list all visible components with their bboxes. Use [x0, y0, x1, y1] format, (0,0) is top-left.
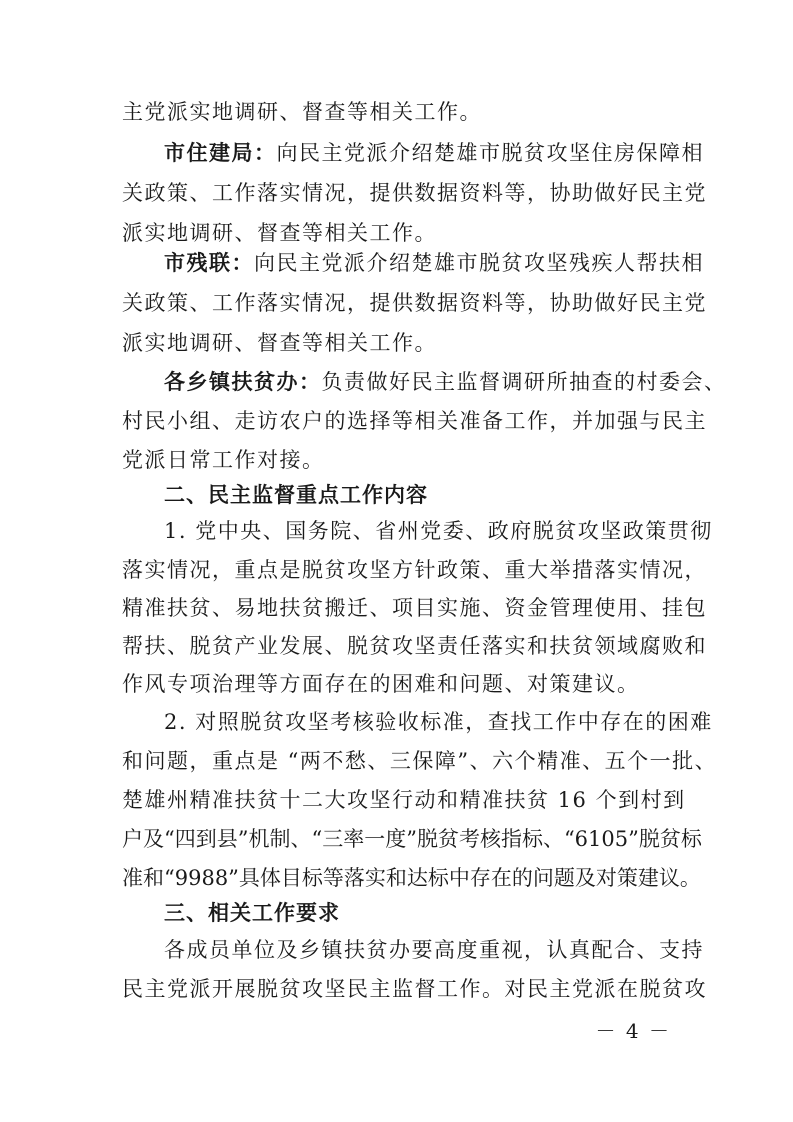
text-line-20: 户及“四到县”机制、“三率一度”脱贫考核指标、“6105”脱贫标: [122, 827, 702, 851]
text-line-18: 和问题，重点是 “两不愁、三保障”、六个精准、五个一批、: [122, 749, 718, 773]
section-heading-2: 二、民主监督重点工作内容: [164, 483, 428, 507]
section-heading-3: 三、相关工作要求: [164, 901, 340, 925]
paragraph-disabled-federation: 市残联：向民主党派介绍楚雄市脱贫攻坚残疾人帮扶相: [164, 251, 704, 275]
org-label-disabled-federation: 市残联：: [164, 251, 254, 275]
text-line-16: 作风专项治理等方面存在的困难和问题、对策建议。: [122, 672, 640, 696]
text-line-1: 主党派实地调研、督查等相关工作。: [122, 100, 482, 124]
text-line-17: 2. 对照脱贫攻坚考核验收标准，查找工作中存在的困难: [164, 710, 713, 734]
text-line-19: 楚雄州精准扶贫十二大攻坚行动和精准扶贫 16 个到村到: [122, 788, 686, 812]
text-line-14: 精准扶贫、易地扶贫搬迁、项目实施、资金管理使用、挂包: [122, 596, 707, 620]
text-line-3: 关政策、工作落实情况，提供数据资料等，协助做好民主党: [122, 181, 707, 205]
text-line-7: 派实地调研、督查等相关工作。: [122, 331, 437, 355]
text-line-15: 帮扶、脱贫产业发展、脱贫攻坚责任落实和扶贫领域腐败和: [122, 634, 707, 658]
text-line-13: 落实情况，重点是脱贫攻坚方针政策、重大举措落实情况，: [122, 558, 707, 582]
text-line-6: 关政策、工作落实情况，提供数据资料等，协助做好民主党: [122, 291, 707, 315]
text-line-9: 村民小组、走访农户的选择等相关准备工作，并加强与民主: [122, 409, 707, 433]
text-line-21: 准和“9988”具体目标等落实和达标中存在的问题及对策建议。: [122, 866, 701, 890]
page-number: － 4 －: [595, 1019, 671, 1043]
text-line-10: 党派日常工作对接。: [122, 448, 325, 472]
paragraph-township-office: 各乡镇扶贫办：负责做好民主监督调研所抽查的村委会、: [164, 370, 727, 394]
text-line-23: 各成员单位及乡镇扶贫办要高度重视，认真配合、支持: [164, 938, 704, 962]
text-line-4: 派实地调研、督查等相关工作。: [122, 221, 437, 245]
text-line-24: 民主党派开展脱贫攻坚民主监督工作。对民主党派在脱贫攻: [122, 977, 707, 1001]
org-label-township-office: 各乡镇扶贫办：: [164, 370, 322, 394]
text-line-12: 1. 党中央、国务院、省州党委、政府脱贫攻坚政策贯彻: [164, 519, 713, 543]
paragraph-housing-bureau: 市住建局：向民主党派介绍楚雄市脱贫攻坚住房保障相: [164, 141, 704, 165]
org-label-housing-bureau: 市住建局：: [164, 141, 277, 165]
